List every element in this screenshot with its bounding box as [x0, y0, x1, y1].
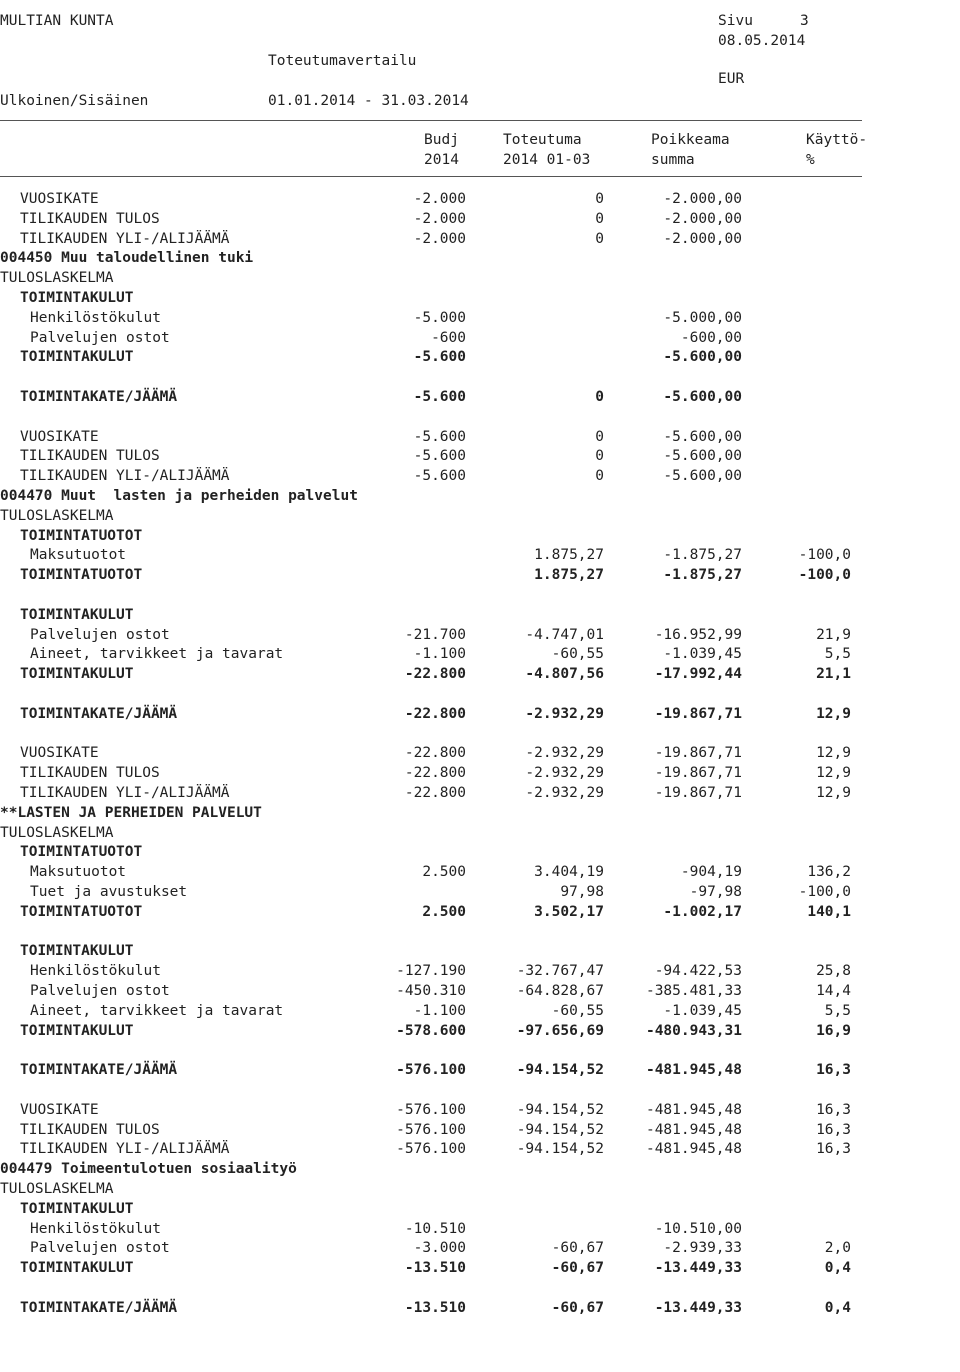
- variance-cell: -5.000,00: [663, 309, 742, 326]
- page-number: 3: [800, 13, 809, 29]
- actual-cell: -60,55: [551, 646, 604, 663]
- row-label: TILIKAUDEN TULOS: [20, 210, 160, 227]
- actual-cell: 0: [595, 389, 604, 405]
- actual-cell: -94.154,52: [516, 1141, 604, 1158]
- column-header-divider: [0, 176, 862, 177]
- row-label: TOIMINTATUOTOT: [20, 567, 143, 584]
- variance-cell: -1.875,27: [663, 567, 742, 584]
- col-toteutuma-line2: 2014 01-03: [503, 152, 591, 168]
- budget-cell: -13.510: [404, 1260, 466, 1277]
- row-label: TOIMINTAKULUT: [20, 1200, 134, 1217]
- municipality-name: MULTIAN KUNTA: [0, 13, 114, 29]
- page-label: Sivu: [718, 13, 753, 29]
- header-divider: [0, 120, 862, 121]
- actual-cell: -2.932,29: [525, 705, 604, 722]
- usage-percent-cell: 25,8: [816, 963, 851, 980]
- row-label: **LASTEN JA PERHEIDEN PALVELUT: [0, 804, 262, 821]
- actual-cell: -4.747,01: [525, 626, 604, 643]
- budget-cell: -578.600: [396, 1022, 466, 1039]
- row-label: TILIKAUDEN TULOS: [20, 765, 160, 782]
- budget-cell: -576.100: [396, 1062, 466, 1079]
- budget-cell: -22.800: [404, 705, 466, 722]
- usage-percent-cell: 12,9: [816, 745, 851, 762]
- actual-cell: 0: [595, 468, 604, 485]
- actual-cell: 0: [595, 428, 604, 445]
- row-label: TOIMINTATUOTOT: [20, 844, 143, 861]
- variance-cell: -17.992,44: [654, 666, 742, 683]
- actual-cell: 3.404,19: [534, 864, 604, 881]
- report-subtitle: Ulkoinen/Sisäinen: [0, 93, 149, 109]
- variance-cell: -2.939,33: [663, 1240, 742, 1257]
- usage-percent-cell: -100,0: [798, 567, 851, 584]
- row-label: VUOSIKATE: [20, 428, 99, 445]
- row-label: Palvelujen ostot: [30, 983, 170, 999]
- usage-percent-cell: 5,5: [824, 646, 851, 663]
- variance-cell: -5.600,00: [663, 428, 742, 445]
- row-label: VUOSIKATE: [20, 191, 99, 207]
- currency: EUR: [718, 71, 745, 87]
- row-label: TILIKAUDEN YLI-/ALIJÄÄMÄ: [20, 785, 230, 801]
- row-label: TILIKAUDEN TULOS: [20, 448, 160, 465]
- row-label: Aineet, tarvikkeet ja tavarat: [30, 1002, 284, 1019]
- variance-cell: -2.000,00: [663, 230, 742, 247]
- row-label: TOIMINTAKULUT: [20, 349, 134, 366]
- row-label: TOIMINTAKULUT: [20, 1022, 134, 1039]
- row-label: Palvelujen ostot: [30, 1240, 170, 1257]
- variance-cell: -481.945,48: [645, 1101, 742, 1118]
- budget-cell: 2.500: [422, 864, 466, 881]
- variance-cell: -5.600,00: [663, 349, 742, 366]
- budget-cell: -2.000: [413, 191, 466, 207]
- variance-cell: -385.481,33: [645, 983, 742, 999]
- variance-cell: -1.002,17: [663, 903, 742, 920]
- row-label: TOIMINTATUOTOT: [20, 527, 143, 544]
- row-label: Maksutuotot: [30, 547, 127, 564]
- col-kaytto-line2: %: [806, 152, 815, 168]
- row-label: TOIMINTAKATE/JÄÄMÄ: [20, 389, 178, 405]
- usage-percent-cell: 16,3: [816, 1121, 851, 1138]
- actual-cell: -2.932,29: [525, 785, 604, 801]
- usage-percent-cell: -100,0: [798, 884, 851, 900]
- row-label: TOIMINTAKULUT: [20, 606, 134, 623]
- actual-cell: 0: [595, 230, 604, 247]
- variance-cell: -2.000,00: [663, 191, 742, 207]
- actual-cell: 1.875,27: [534, 567, 604, 584]
- col-poikkeama-line2: summa: [651, 152, 695, 168]
- actual-cell: -97.656,69: [516, 1022, 604, 1039]
- usage-percent-cell: 0,4: [824, 1260, 851, 1277]
- row-label: Henkilöstökulut: [30, 309, 161, 326]
- budget-cell: -2.000: [413, 210, 466, 227]
- row-label: TOIMINTAKATE/JÄÄMÄ: [20, 1062, 178, 1079]
- variance-cell: -19.867,71: [654, 785, 742, 801]
- usage-percent-cell: 5,5: [824, 1002, 851, 1019]
- budget-cell: -5.600: [413, 428, 466, 445]
- row-label: TOIMINTAKULUT: [20, 290, 134, 306]
- usage-percent-cell: 2,0: [824, 1240, 851, 1257]
- budget-cell: -22.800: [404, 666, 466, 683]
- row-label: Tuet ja avustukset: [30, 884, 188, 900]
- budget-cell: -127.190: [396, 963, 466, 980]
- usage-percent-cell: 16,3: [816, 1101, 851, 1118]
- actual-cell: -2.932,29: [525, 765, 604, 782]
- budget-cell: -1.100: [413, 1002, 466, 1019]
- variance-cell: -94.422,53: [654, 963, 742, 980]
- col-budj-line2: 2014: [424, 152, 459, 168]
- budget-cell: -22.800: [404, 745, 466, 762]
- actual-cell: -32.767,47: [516, 963, 604, 980]
- actual-cell: -94.154,52: [516, 1062, 604, 1079]
- actual-cell: 97,98: [560, 884, 604, 900]
- variance-cell: -5.600,00: [663, 468, 742, 485]
- variance-cell: -19.867,71: [654, 705, 742, 722]
- row-label: Henkilöstökulut: [30, 963, 161, 980]
- row-label: Aineet, tarvikkeet ja tavarat: [30, 646, 284, 663]
- variance-cell: -1.039,45: [663, 1002, 742, 1019]
- budget-cell: -2.000: [413, 230, 466, 247]
- budget-cell: -10.510: [404, 1220, 466, 1237]
- budget-cell: -5.600: [413, 468, 466, 485]
- variance-cell: -97,98: [689, 884, 742, 900]
- row-label: Henkilöstökulut: [30, 1220, 161, 1237]
- row-label: TILIKAUDEN YLI-/ALIJÄÄMÄ: [20, 1141, 230, 1158]
- budget-cell: -3.000: [413, 1240, 466, 1257]
- variance-cell: -904,19: [680, 864, 742, 881]
- budget-cell: -600: [431, 329, 466, 346]
- actual-cell: -2.932,29: [525, 745, 604, 762]
- row-label: TILIKAUDEN YLI-/ALIJÄÄMÄ: [20, 468, 230, 485]
- row-label: TOIMINTAKULUT: [20, 666, 134, 683]
- usage-percent-cell: 16,9: [816, 1022, 851, 1039]
- variance-cell: -481.945,48: [645, 1121, 742, 1138]
- variance-cell: -481.945,48: [645, 1141, 742, 1158]
- actual-cell: -64.828,67: [516, 983, 604, 999]
- variance-cell: -19.867,71: [654, 765, 742, 782]
- col-kaytto-line1: Käyttö-: [806, 132, 868, 148]
- budget-cell: -5.600: [413, 349, 466, 366]
- actual-cell: 1.875,27: [534, 547, 604, 564]
- report-title: Toteutumavertailu: [268, 53, 417, 69]
- usage-percent-cell: 16,3: [816, 1141, 851, 1158]
- row-label: TILIKAUDEN TULOS: [20, 1121, 160, 1138]
- usage-percent-cell: 21,9: [816, 626, 851, 643]
- actual-cell: 3.502,17: [534, 903, 604, 920]
- variance-cell: -13.449,33: [654, 1299, 742, 1316]
- usage-percent-cell: 12,9: [816, 785, 851, 801]
- row-label: Palvelujen ostot: [30, 626, 170, 643]
- actual-cell: -60,55: [551, 1002, 604, 1019]
- actual-cell: -60,67: [551, 1260, 604, 1277]
- col-toteutuma-line1: Toteutuma: [503, 132, 582, 148]
- budget-cell: -22.800: [404, 785, 466, 801]
- budget-cell: -576.100: [396, 1101, 466, 1118]
- actual-cell: -4.807,56: [525, 666, 604, 683]
- row-label: Palvelujen ostot: [30, 329, 170, 346]
- budget-cell: -13.510: [404, 1299, 466, 1316]
- actual-cell: 0: [595, 210, 604, 227]
- actual-cell: 0: [595, 448, 604, 465]
- row-label: TOIMINTAKULUT: [20, 943, 134, 960]
- row-label: TOIMINTATUOTOT: [20, 903, 143, 920]
- budget-cell: -5.600: [413, 448, 466, 465]
- usage-percent-cell: 12,9: [816, 705, 851, 722]
- variance-cell: -1.875,27: [663, 547, 742, 564]
- budget-cell: -21.700: [404, 626, 466, 643]
- usage-percent-cell: -100,0: [798, 547, 851, 564]
- row-label: TULOSLASKELMA: [0, 270, 114, 287]
- row-label: Maksutuotot: [30, 864, 127, 881]
- budget-cell: -576.100: [396, 1141, 466, 1158]
- budget-cell: -450.310: [396, 983, 466, 999]
- col-poikkeama-line1: Poikkeama: [651, 132, 730, 148]
- variance-cell: -2.000,00: [663, 210, 742, 227]
- usage-percent-cell: 0,4: [824, 1299, 851, 1316]
- actual-cell: -94.154,52: [516, 1101, 604, 1118]
- variance-cell: -600,00: [680, 329, 742, 346]
- variance-cell: -5.600,00: [663, 448, 742, 465]
- row-label: TILIKAUDEN YLI-/ALIJÄÄMÄ: [20, 230, 230, 247]
- usage-percent-cell: 140,1: [807, 903, 851, 920]
- variance-cell: -10.510,00: [654, 1220, 742, 1237]
- variance-cell: -19.867,71: [654, 745, 742, 762]
- report-date: 08.05.2014: [718, 33, 806, 49]
- row-label: VUOSIKATE: [20, 745, 99, 762]
- row-label: TOIMINTAKULUT: [20, 1260, 134, 1277]
- row-label: TOIMINTAKATE/JÄÄMÄ: [20, 1299, 178, 1316]
- row-label: VUOSIKATE: [20, 1101, 99, 1118]
- variance-cell: -5.600,00: [663, 389, 742, 405]
- row-label: 004450 Muu taloudellinen tuki: [0, 250, 254, 267]
- budget-cell: 2.500: [422, 903, 466, 920]
- row-label: 004479 Toimeentulotuen sosiaalityö: [0, 1161, 297, 1178]
- usage-percent-cell: 16,3: [816, 1062, 851, 1079]
- report-period: 01.01.2014 - 31.03.2014: [268, 93, 469, 109]
- actual-cell: -94.154,52: [516, 1121, 604, 1138]
- actual-cell: 0: [595, 191, 604, 207]
- usage-percent-cell: 136,2: [807, 864, 851, 881]
- row-label: TULOSLASKELMA: [0, 824, 114, 841]
- actual-cell: -60,67: [551, 1299, 604, 1316]
- usage-percent-cell: 21,1: [816, 666, 851, 683]
- row-label: TULOSLASKELMA: [0, 507, 114, 524]
- variance-cell: -16.952,99: [654, 626, 742, 643]
- budget-cell: -5.000: [413, 309, 466, 326]
- variance-cell: -481.945,48: [645, 1062, 742, 1079]
- row-label: 004470 Muut lasten ja perheiden palvelut: [0, 488, 358, 504]
- col-budj-line1: Budj: [424, 132, 459, 148]
- row-label: TULOSLASKELMA: [0, 1181, 114, 1197]
- budget-cell: -22.800: [404, 765, 466, 782]
- actual-cell: -60,67: [551, 1240, 604, 1257]
- budget-cell: -5.600: [413, 389, 466, 405]
- budget-cell: -576.100: [396, 1121, 466, 1138]
- usage-percent-cell: 14,4: [816, 983, 851, 999]
- variance-cell: -480.943,31: [645, 1022, 742, 1039]
- row-label: TOIMINTAKATE/JÄÄMÄ: [20, 705, 178, 722]
- variance-cell: -13.449,33: [654, 1260, 742, 1277]
- budget-cell: -1.100: [413, 646, 466, 663]
- usage-percent-cell: 12,9: [816, 765, 851, 782]
- variance-cell: -1.039,45: [663, 646, 742, 663]
